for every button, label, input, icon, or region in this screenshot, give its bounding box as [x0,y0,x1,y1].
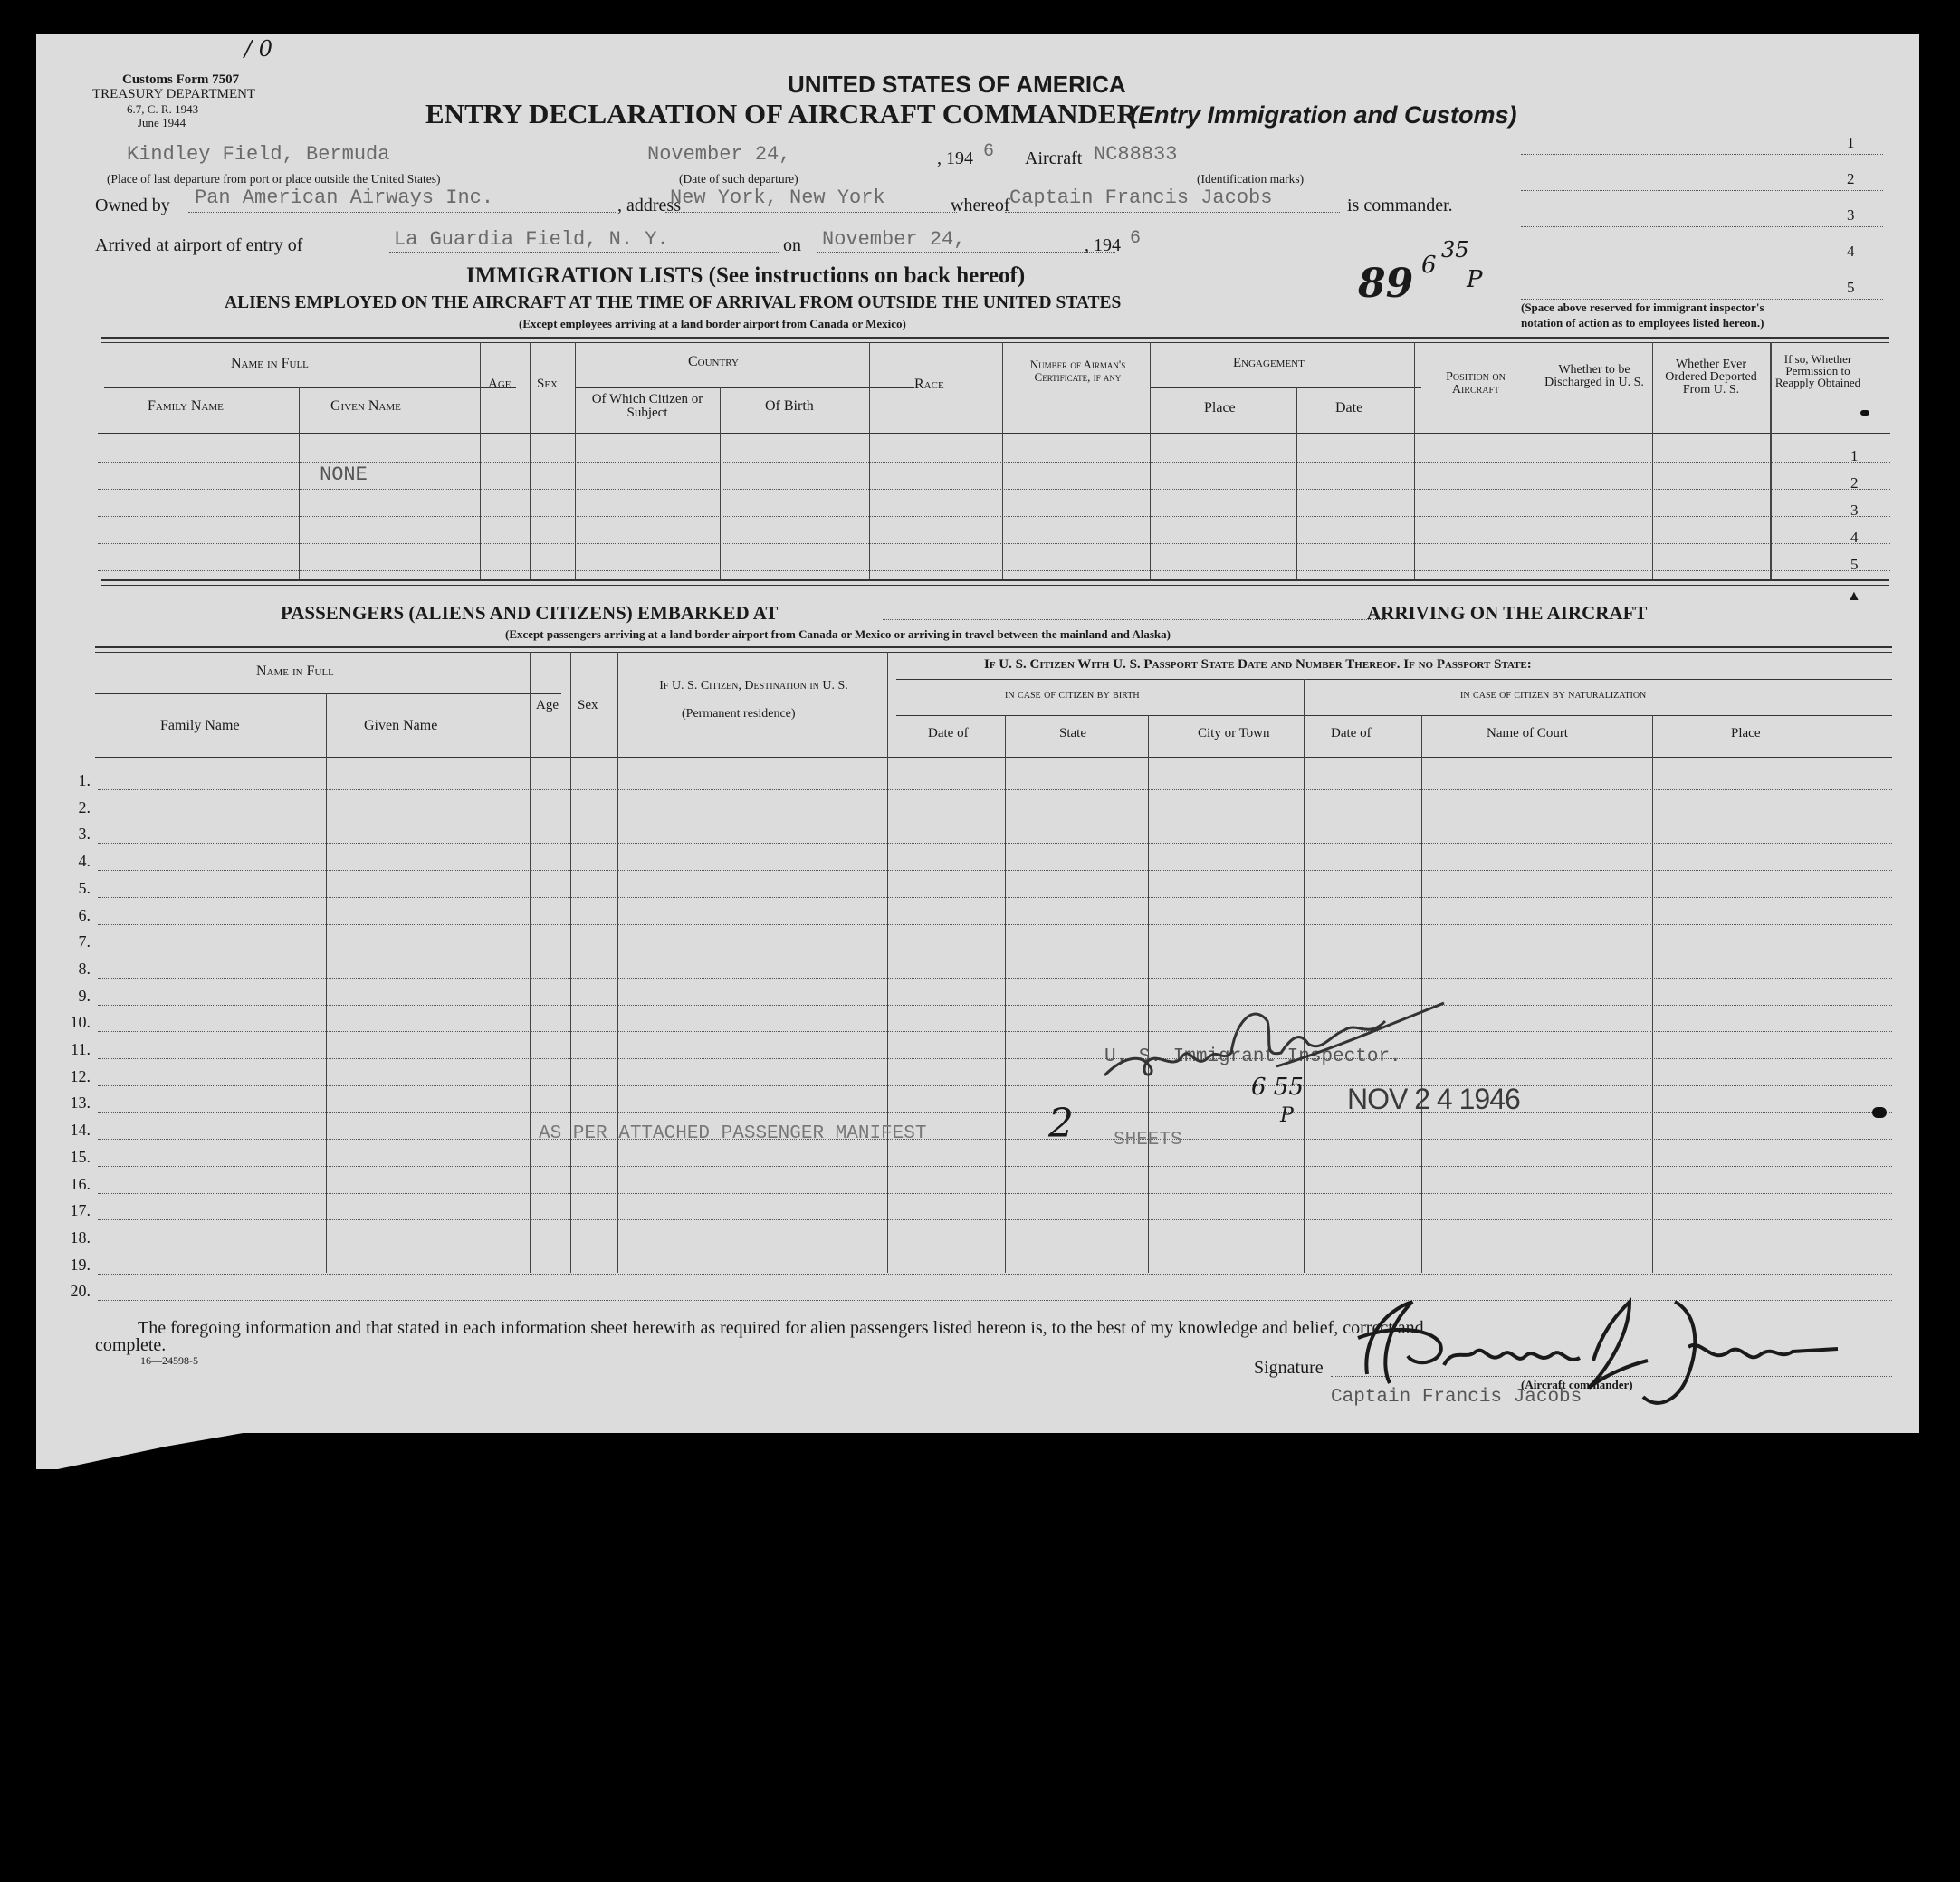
departure-date-caption: (Date of such departure) [679,172,798,186]
reserved-line-1 [1521,154,1883,155]
aircraft-label: Aircraft [1025,148,1083,168]
t1-sex: Sex [537,377,559,391]
country-heading: UNITED STATES OF AMERICA [788,71,1126,98]
reserved-number-2: 2 [1847,170,1855,187]
passengers-title-right: ARRIVING ON THE AIRCRAFT [1367,602,1648,624]
passenger-row-number: 15. [70,1148,91,1166]
passengers-note: (Except passengers arriving at a land border airport from Canada or Mexico or arriving in travel between the mainland and Alaska) [505,627,1171,641]
document-page [36,34,1919,1433]
passenger-row-number: 10. [70,1013,91,1031]
t1-row-5: 5 [1850,556,1859,573]
reserved-line-5 [1521,299,1883,300]
passenger-row-line [98,1058,1892,1059]
reserved-line-2 [1521,190,1883,191]
t2-age: Age [536,698,559,712]
passenger-row-line [98,1112,1892,1113]
t1-row-3: 3 [1850,502,1859,519]
commander-name: Captain Francis Jacobs [1009,186,1273,209]
passenger-row-line [98,870,1892,871]
t2-by-naturalization: in case of citizen by naturalization [1460,688,1647,702]
reserved-number-1: 1 [1847,134,1855,151]
typed-commander-name: Captain Francis Jacobs [1331,1387,1582,1408]
passenger-row-number: 5. [78,879,91,897]
passenger-row-line [98,1031,1892,1032]
entry-time-bottom: P [1467,266,1483,293]
entry-time-top: 35 [1441,237,1469,263]
t2-destination: If U. S. Citizen, Destination in U. S. [659,679,848,693]
arrival-on-label: on [783,235,801,255]
t2-court: Name of Court [1487,726,1568,740]
arrival-airport-line [389,252,779,253]
passenger-row-number: 4. [78,852,91,870]
reserved-note-2: notation of action as to employees listed hereon.) [1521,316,1764,330]
passenger-row-line [98,789,1892,790]
statement-line-2: complete. [95,1335,167,1355]
arrival-date-line [817,252,1115,253]
embarked-line [883,619,1385,620]
aircraft-caption: (Identification marks) [1197,172,1305,186]
t1-age: Age [488,377,512,391]
departure-place: Kindley Field, Bermuda [127,143,390,166]
t1-of-birth: Of Birth [765,398,814,414]
t1-engagement: Engagement [1233,356,1305,370]
passenger-row-number: 17. [70,1201,91,1219]
t2-permanent: (Permanent residence) [682,707,796,721]
t2-state: State [1059,726,1086,740]
arrival-year-digit: 6 [1130,228,1142,249]
print-code: 16—24598-5 [140,1354,198,1367]
arrival-year-prefix: , 194 [1085,235,1121,255]
t1-date: Date [1335,400,1363,416]
t2-name-in-full: Name in Full [256,664,334,679]
form-title: ENTRY DECLARATION OF AIRCRAFT COMMANDER [425,98,1137,129]
passenger-row-number: 1. [78,771,91,789]
t2-passport: If U. S. Citizen With U. S. Passport State Date and Number Thereof. If no Passport State: [984,657,1532,672]
commander-signature [1331,1275,1856,1428]
statement-line-1: The foregoing information and that stated in each information sheet herewith as required for alien passengers listed hereon is, to the best of my knowledge and belief, correct and [138,1318,1424,1338]
t1-place: Place [1204,400,1236,416]
passenger-row-number: 14. [70,1121,91,1139]
t1-family-name: Family Name [148,398,224,414]
passenger-row-line [98,924,1892,925]
cfr-reference: 6.7, C. R. 1943 [127,102,199,116]
immigration-note: (Except employees arriving at a land border airport from Canada or Mexico) [519,317,906,330]
departure-place-caption: (Place of last departure from port or place outside the United States) [107,172,441,186]
corner-mark: / 0 [244,36,272,62]
passenger-row-line [98,1193,1892,1194]
arrived-label: Arrived at airport of entry of [95,235,303,255]
stamp-time-top: 6 55 [1251,1074,1304,1101]
departure-year-digit: 6 [983,141,995,162]
t2-city: City or Town [1198,726,1270,740]
passenger-row-number: 8. [78,960,91,978]
passenger-row-line [98,978,1892,979]
reserved-number-3: 3 [1847,206,1855,224]
is-commander-label: is commander. [1347,196,1453,215]
passenger-row-number: 20. [70,1282,91,1300]
t1-row-1: 1 [1850,447,1859,464]
commander-line [1005,212,1340,213]
passenger-row-number: 2. [78,798,91,817]
ink-mark [1860,410,1869,416]
treasury-department: TREASURY DEPARTMENT [92,87,256,101]
owned-by-label: Owned by [95,196,170,215]
departure-date: November 24, [647,143,791,166]
owner-name: Pan American Airways Inc. [195,186,494,209]
stamp-time-bottom: P [1280,1104,1294,1127]
aircraft-id: NC88833 [1094,143,1178,166]
arrival-date: November 24, [822,228,966,251]
t1-row-2: 2 [1850,474,1859,492]
t2-date-of-2: Date of [1331,726,1372,740]
t1-row-4: 4 [1850,529,1859,546]
ink-mark: ▲ [1847,588,1861,604]
t1-none-entry: NONE [320,463,368,486]
passenger-row-line [98,897,1892,898]
owner-address: New York, New York [670,186,885,209]
reserved-line-3 [1521,226,1883,227]
immigration-title: IMMIGRATION LISTS (See instructions on back hereof) [466,263,1026,288]
passenger-row-number: 7. [78,932,91,951]
t1-discharged: Whether to be Discharged in U. S. [1544,363,1644,389]
stamp-date: NOV 2 4 1946 [1347,1083,1520,1115]
passenger-row-line [98,1219,1892,1220]
manifest-note-1: AS PER ATTACHED PASSENGER MANIFEST [539,1123,927,1144]
signature-caption: (Aircraft commander) [1521,1378,1633,1391]
ink-mark [1872,1107,1887,1118]
passenger-row-number: 11. [71,1040,91,1058]
owner-line [188,212,616,213]
t2-place: Place [1731,726,1761,740]
passenger-row-line [98,843,1892,844]
passenger-row-number: 9. [78,987,91,1005]
form-title-paren: (Entry Immigration and Customs) [1130,101,1517,129]
t2-date-of: Date of [928,726,969,740]
reserved-number-5: 5 [1847,279,1855,296]
t1-position: Position on Aircraft [1446,370,1506,396]
reserved-number-4: 4 [1847,243,1855,260]
entry-number-sub: 6 [1421,252,1437,279]
immigration-subtitle: ALIENS EMPLOYED ON THE AIRCRAFT AT THE TIME OF ARRIVAL FROM OUTSIDE THE UNITED STATES [225,293,1122,312]
arrival-airport: La Guardia Field, N. Y. [394,228,669,251]
t2-sex: Sex [578,698,598,712]
manifest-note-2: SHEETS [1114,1130,1182,1151]
passenger-row-number: 19. [70,1256,91,1274]
passengers-title-left: PASSENGERS (ALIENS AND CITIZENS) EMBARKED AT [281,602,779,624]
entry-number: 89 [1358,261,1414,307]
passenger-row-line [98,1005,1892,1006]
passenger-row-number: 6. [78,906,91,924]
form-date: June 1944 [138,116,186,129]
passenger-row-number: 3. [78,825,91,843]
t2-given-name: Given Name [364,718,438,733]
passenger-row-number: 13. [70,1094,91,1112]
passenger-row-line [98,1085,1892,1086]
inspector-signature [1086,967,1485,1103]
reserved-note-1: (Space above reserved for immigrant inspector's [1521,301,1764,314]
inspector-label: U. S. Immigrant Inspector. [1104,1046,1401,1067]
t1-given-name: Given Name [330,398,401,414]
t1-deported: Whether Ever Ordered Deported From U. S. [1665,358,1757,396]
t1-race: Race [914,377,944,392]
whereof-label: whereof [951,196,1010,215]
t1-name-in-full: Name in Full [231,356,309,371]
t1-citizen-of: Of Which Citizen or Subject [591,392,703,420]
address-line [665,212,957,213]
form-number: Customs Form 7507 [122,72,240,87]
t2-family-name: Family Name [160,718,240,733]
t1-airman-cert: Number of Airman's Certificate, if any [1029,358,1126,384]
manifest-count: 2 [1048,1101,1074,1147]
t1-permission: If so, Whether Permission to Reapply Obtained [1774,353,1861,389]
passenger-row-number: 12. [70,1067,91,1085]
signature-label: Signature [1254,1358,1324,1378]
t2-by-birth: in case of citizen by birth [1005,688,1140,702]
passenger-row-line [98,1139,1892,1140]
t1-country: Country [688,354,739,369]
passenger-row-number: 16. [70,1175,91,1193]
passenger-row-line [98,1166,1892,1167]
address-label: , address [617,196,681,215]
passenger-row-number: 18. [70,1228,91,1247]
departure-year-prefix: , 194 [937,148,973,168]
